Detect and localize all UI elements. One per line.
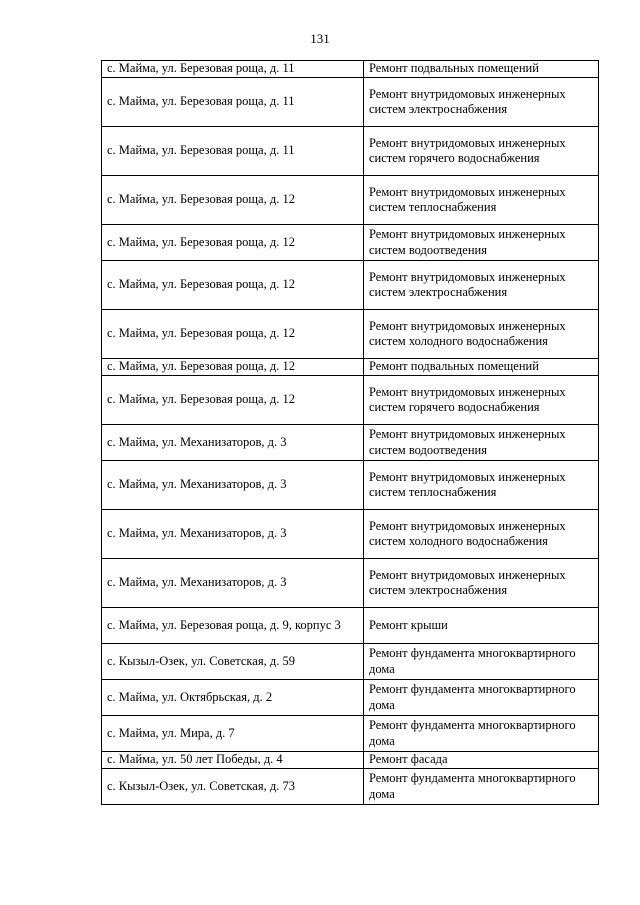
work-type-cell: Ремонт внутридомовых инженерных систем холодного водоснабжения	[364, 510, 599, 559]
works-table	[101, 60, 599, 805]
address-cell: с. Кызыл-Озек, ул. Советская, д. 59	[102, 644, 364, 680]
work-type-cell: Ремонт внутридомовых инженерных систем электроснабжения	[364, 261, 599, 310]
table-row	[102, 176, 599, 225]
work-type-cell: Ремонт внутридомовых инженерных систем холодного водоснабжения	[364, 310, 599, 359]
work-type-cell: Ремонт фундамента многоквартирного дома	[364, 716, 599, 752]
work-type-cell: Ремонт фасада	[364, 752, 599, 769]
table-row	[102, 608, 599, 644]
address-cell: с. Майма, ул. 50 лет Победы, д. 4	[102, 752, 364, 769]
address-cell: с. Майма, ул. Березовая роща, д. 12	[102, 261, 364, 310]
page-number: 131	[310, 31, 330, 46]
table-row	[102, 716, 599, 752]
address-cell: с. Майма, ул. Березовая роща, д. 12	[102, 359, 364, 376]
address-cell: с. Майма, ул. Мира, д. 7	[102, 716, 364, 752]
table-row	[102, 359, 599, 376]
works-table-body	[102, 61, 599, 805]
table-row	[102, 261, 599, 310]
table-row	[102, 78, 599, 127]
address-cell: с. Майма, ул. Березовая роща, д. 12	[102, 225, 364, 261]
address-cell: с. Майма, ул. Механизаторов, д. 3	[102, 510, 364, 559]
address-cell: с. Майма, ул. Березовая роща, д. 12	[102, 310, 364, 359]
table-row	[102, 752, 599, 769]
work-type-cell: Ремонт внутридомовых инженерных систем электроснабжения	[364, 78, 599, 127]
table-row	[102, 225, 599, 261]
address-cell: с. Майма, ул. Березовая роща, д. 12	[102, 176, 364, 225]
table-row	[102, 769, 599, 805]
address-cell: с. Майма, ул. Березовая роща, д. 11	[102, 61, 364, 78]
work-type-cell: Ремонт внутридомовых инженерных систем водоотведения	[364, 225, 599, 261]
address-cell: с. Майма, ул. Березовая роща, д. 9, корпус 3	[102, 608, 364, 644]
work-type-cell: Ремонт внутридомовых инженерных систем горячего водоснабжения	[364, 127, 599, 176]
table-row	[102, 127, 599, 176]
table-row	[102, 680, 599, 716]
work-type-cell: Ремонт подвальных помещений	[364, 359, 599, 376]
address-cell: с. Майма, ул. Механизаторов, д. 3	[102, 425, 364, 461]
table-row	[102, 559, 599, 608]
work-type-cell: Ремонт фундамента многоквартирного дома	[364, 680, 599, 716]
address-cell: с. Майма, ул. Октябрьская, д. 2	[102, 680, 364, 716]
address-cell: с. Майма, ул. Механизаторов, д. 3	[102, 461, 364, 510]
address-cell: с. Майма, ул. Механизаторов, д. 3	[102, 559, 364, 608]
work-type-cell: Ремонт внутридомовых инженерных систем теплоснабжения	[364, 176, 599, 225]
work-type-cell: Ремонт внутридомовых инженерных систем водоотведения	[364, 425, 599, 461]
table-row	[102, 510, 599, 559]
work-type-cell: Ремонт фундамента многоквартирного дома	[364, 769, 599, 805]
table-row	[102, 310, 599, 359]
work-type-cell: Ремонт внутридомовых инженерных систем горячего водоснабжения	[364, 376, 599, 425]
work-type-cell: Ремонт внутридомовых инженерных систем электроснабжения	[364, 559, 599, 608]
address-cell: с. Майма, ул. Березовая роща, д. 11	[102, 127, 364, 176]
table-row	[102, 644, 599, 680]
table-row	[102, 461, 599, 510]
work-type-cell: Ремонт крыши	[364, 608, 599, 644]
address-cell: с. Майма, ул. Березовая роща, д. 11	[102, 78, 364, 127]
work-type-cell: Ремонт внутридомовых инженерных систем теплоснабжения	[364, 461, 599, 510]
table-row	[102, 376, 599, 425]
address-cell: с. Кызыл-Озек, ул. Советская, д. 73	[102, 769, 364, 805]
table-row	[102, 425, 599, 461]
table-row	[102, 61, 599, 78]
work-type-cell: Ремонт фундамента многоквартирного дома	[364, 644, 599, 680]
address-cell: с. Майма, ул. Березовая роща, д. 12	[102, 376, 364, 425]
work-type-cell: Ремонт подвальных помещений	[364, 61, 599, 78]
